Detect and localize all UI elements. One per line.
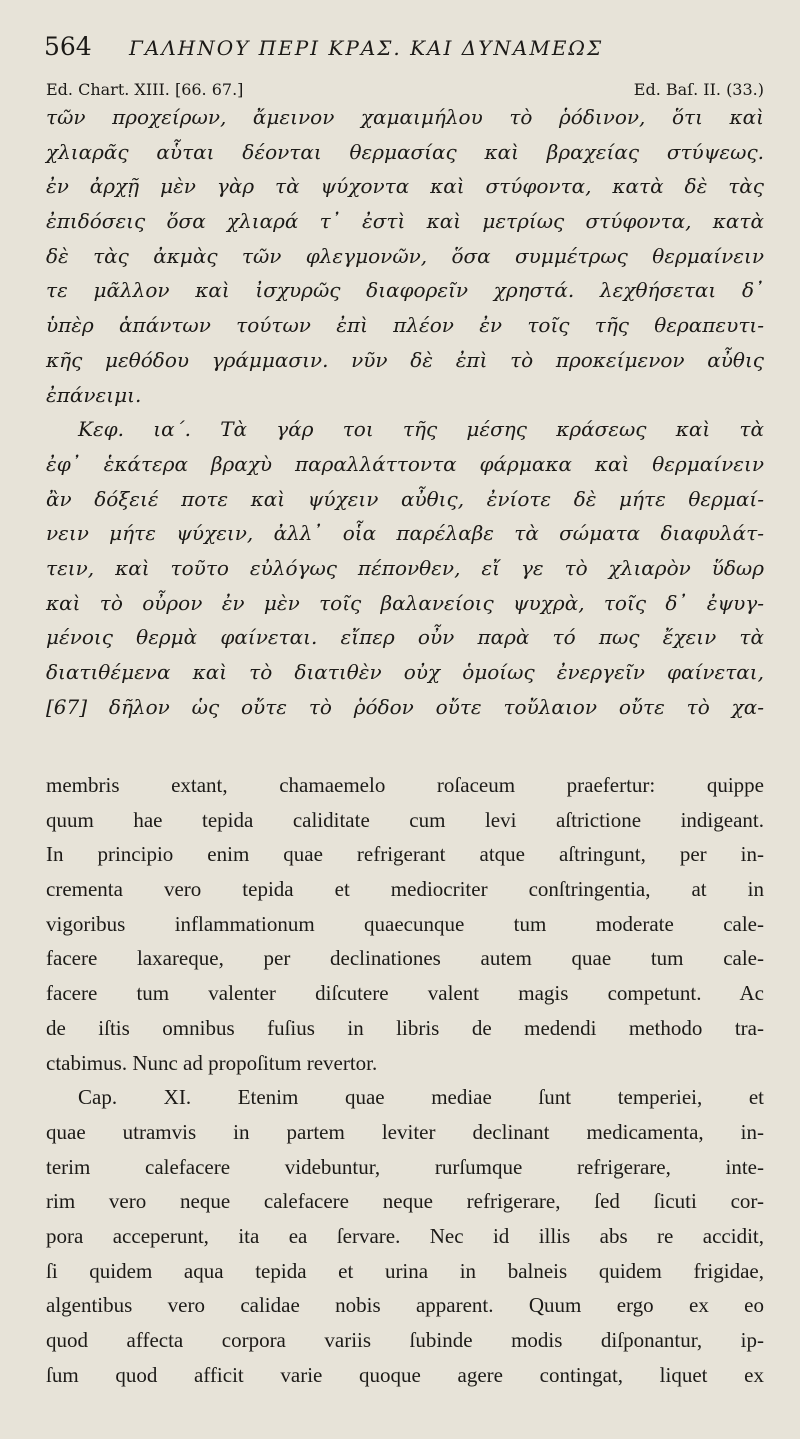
greek-line: ὑπὲρ ἁπάντων τούτων ἐπὶ πλέον ἐν τοῖς τῆς θεραπευτι-	[46, 313, 764, 338]
greek-chapter-heading-line: Κεφ. ια΄. Τὰ γάρ τοι τῆς μέσης κράσεως καὶ τὰ	[78, 417, 764, 442]
greek-line: τε μᾶλλον καὶ ἰσχυρῶς διαφορεῖν χρηστά. λεχθήσεται δ᾽	[46, 278, 764, 303]
greek-line: [67] δῆλον ὡς οὔτε τὸ ῥόδον οὔτε τοὔλαιον οὔτε τὸ χα-	[46, 694, 764, 719]
latin-line: facere laxareque, per declinationes autem quae tum cale-	[46, 946, 764, 971]
running-title: ΓΑΛΗΝΟΥ ΠΕΡΙ ΚΡΑΣ. ΚΑΙ ΔΥΝΑΜΕΩΣ	[129, 36, 604, 60]
latin-line: de iſtis omnibus fuſius in libris de medendi methodo tra-	[46, 1015, 764, 1040]
page-number: 564	[44, 32, 92, 61]
greek-line: ἂν δόξειέ ποτε καὶ ψύχειν αὖθις, ἐνίοτε δὲ μήτε θερμαί-	[46, 486, 764, 511]
latin-line: In principio enim quae refrigerant atque aſtringunt, per in-	[46, 842, 764, 867]
latin-line: ſum quod afficit varie quoque agere contingat, liquet ex	[46, 1362, 764, 1387]
edition-reference-basel: Ed. Baſ. II. (33.)	[633, 80, 764, 99]
greek-line: κῆς μεθόδου γράμμασιν. νῦν δὲ ἐπὶ τὸ προκείμενον αὖθις	[46, 347, 764, 372]
latin-chapter-heading-line: Cap. XI. Etenim quae mediae ſunt temperiei, et	[78, 1085, 764, 1110]
greek-line: ἐφ᾽ ἑκάτερα βραχὺ παραλλάττοντα φάρμακα καὶ θερμαίνειν	[46, 451, 764, 476]
latin-line: quod affecta corpora variis ſubinde modis diſponantur, ip-	[46, 1328, 764, 1352]
greek-line: τειν, καὶ τοῦτο εὐλόγως πέπονθεν, εἴ γε τὸ χλιαρὸν ὕδωρ	[46, 555, 764, 580]
latin-line: ctabimus. Nunc ad propoſitum revertor.	[46, 1050, 378, 1075]
latin-line: quae utramvis in partem leviter declinant medicamenta, in-	[46, 1119, 764, 1144]
greek-text-block	[46, 100, 764, 724]
latin-line: algentibus vero calidae nobis apparent. Quum ergo ex eo	[46, 1293, 764, 1318]
latin-line: quum hae tepida caliditate cum levi aſtrictione indigeant.	[46, 807, 764, 832]
greek-line: ἐπιδόσεις ὅσα χλιαρά τ᾽ ἐστὶ καὶ μετρίως στύφοντα, κατὰ	[46, 209, 764, 234]
greek-line: χλιαρᾶς αὗται δέονται θερμασίας καὶ βραχείας στύψεως.	[46, 139, 764, 164]
greek-line: διατιθέμενα καὶ τὸ διατιθὲν οὐχ ὁμοίως ἐνεργεῖν φαίνεται,	[46, 660, 764, 684]
greek-line: καὶ τὸ οὖρον ἐν μὲν τοῖς βαλανείοις ψυχρὰ, τοῖς δ᾽ ἐψυγ-	[46, 590, 764, 615]
greek-line: δὲ τὰς ἀκμὰς τῶν φλεγμονῶν, ὅσα συμμέτρως θερμαίνειν	[46, 243, 764, 268]
greek-line: τῶν προχείρων, ἄμεινον χαμαιμήλου τὸ ῥόδινον, ὅτι καὶ	[46, 105, 764, 129]
greek-line: νειν μήτε ψύχειν, ἀλλ᾽ οἷα παρέλαβε τὰ σώματα διαφυλάτ-	[46, 521, 764, 546]
latin-line: facere tum valenter diſcutere valent magis competunt. Ac	[46, 981, 764, 1006]
latin-line: rim vero neque calefacere neque refrigerare, ſed ſicuti cor-	[46, 1189, 764, 1214]
greek-line: ἐπάνειμι.	[46, 382, 142, 407]
latin-line: terim calefacere videbuntur, rurſumque refrigerare, inte-	[46, 1154, 764, 1179]
latin-line: ſi quidem aqua tepida et urina in balneis quidem frigidae,	[46, 1258, 764, 1283]
greek-line: ἐν ἀρχῇ μὲν γὰρ τὰ ψύχοντα καὶ στύφοντα, κατὰ δὲ τὰς	[46, 174, 764, 199]
page-header	[44, 32, 764, 62]
latin-text-block	[46, 768, 764, 1392]
latin-line: membris extant, chamaemelo roſaceum praefertur: quippe	[46, 773, 764, 797]
greek-line: μένοις θερμὰ φαίνεται. εἴπερ οὖν παρὰ τό πως ἔχειν τὰ	[46, 625, 764, 650]
latin-line: vigoribus inflammationum quaecunque tum moderate cale-	[46, 911, 764, 936]
latin-line: crementa vero tepida et mediocriter conſtringentia, at in	[46, 877, 764, 902]
latin-line: pora acceperunt, ita ea ſervare. Nec id illis abs re accidit,	[46, 1223, 764, 1248]
edition-reference-line	[46, 80, 764, 102]
edition-reference-chartier: Ed. Chart. XIII. [66. 67.]	[46, 80, 244, 99]
